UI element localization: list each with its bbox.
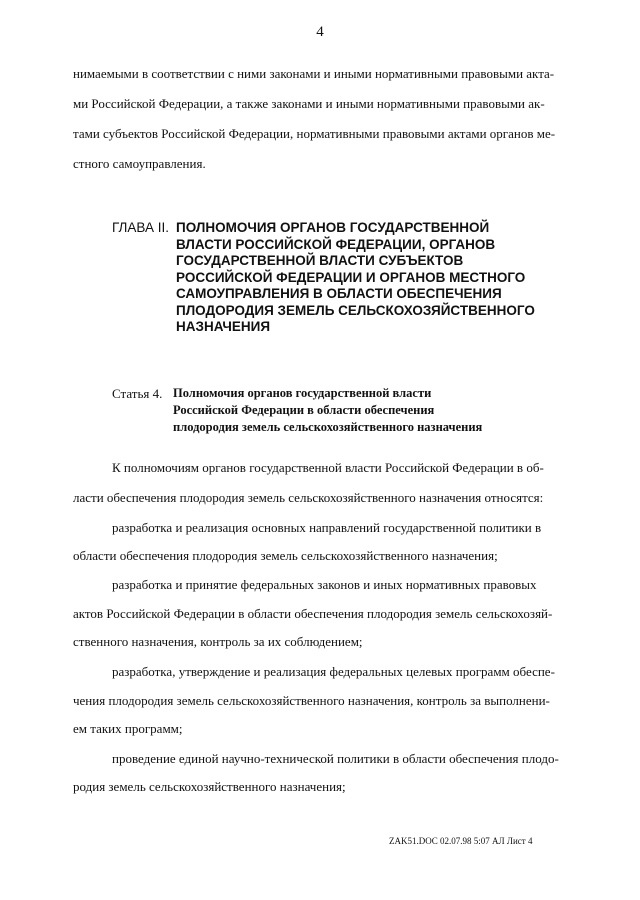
- chapter-title-line: ГОСУДАРСТВЕННОЙ ВЛАСТИ СУБЪЕКТОВ: [176, 253, 464, 268]
- intro-line: тами субъектов Российской Федерации, нормативными правовыми актами органов ме-: [73, 126, 556, 141]
- body-line: актов Российской Федерации в области обеспечения плодородия земель сельскохозяй-: [73, 606, 553, 621]
- article-label: Статья 4.: [112, 386, 163, 401]
- body-line: проведение единой научно-технической политики в области обеспечения плодо-: [112, 751, 559, 766]
- chapter-title-line: РОССИЙСКОЙ ФЕДЕРАЦИИ И ОРГАНОВ МЕСТНОГО: [176, 269, 526, 285]
- body-line: ственного назначения, контроль за их соблюдением;: [73, 634, 363, 649]
- chapter-title-line: ВЛАСТИ РОССИЙСКОЙ ФЕДЕРАЦИИ, ОРГАНОВ: [176, 236, 496, 252]
- intro-line: нимаемыми в соответствии с ними законами и иными нормативными правовыми акта-: [73, 66, 555, 81]
- document-footer: ZAK51.DOC 02.07.98 5:07 АЛ Лист 4: [389, 836, 533, 846]
- chapter-title: [176, 220, 576, 336]
- body-line: разработка, утверждение и реализация федеральных целевых программ обеспе-: [112, 664, 555, 679]
- page-number: 4: [316, 24, 324, 40]
- body-line: ем таких программ;: [73, 721, 183, 736]
- article-title: [173, 385, 482, 436]
- body-line: ласти обеспечения плодородия земель сельскохозяйственного назначения относятся:: [73, 490, 544, 505]
- chapter-label: ГЛАВА II.: [112, 220, 169, 235]
- body-line: области обеспечения плодородия земель сельскохозяйственного назначения;: [73, 548, 498, 563]
- chapter-title-line: САМОУПРАВЛЕНИЯ В ОБЛАСТИ ОБЕСПЕЧЕНИЯ: [176, 286, 502, 301]
- chapter-title-line: НАЗНАЧЕНИЯ: [176, 319, 271, 334]
- body-line: разработка и принятие федеральных законов и иных нормативных правовых: [112, 577, 537, 592]
- article-title-line: плодородия земель сельскохозяйственного назначения: [173, 420, 483, 434]
- chapter-title-line: ПОЛНОМОЧИЯ ОРГАНОВ ГОСУДАРСТВЕННОЙ: [176, 220, 490, 235]
- intro-line: ми Российской Федерации, а также законами и иными нормативными правовыми ак-: [73, 96, 545, 111]
- intro-line: стного самоуправления.: [73, 156, 206, 171]
- body-line: родия земель сельскохозяйственного назначения;: [73, 779, 346, 794]
- body-line: чения плодородия земель сельскохозяйственного назначения, контроль за выполнени-: [73, 693, 550, 708]
- article-title-line: Российской Федерации в области обеспечения: [173, 403, 435, 417]
- body-line: разработка и реализация основных направлений государственной политики в: [112, 520, 542, 535]
- chapter-title-line: ПЛОДОРОДИЯ ЗЕМЕЛЬ СЕЛЬСКОХОЗЯЙСТВЕННОГО: [176, 302, 535, 318]
- article-title-line: Полномочия органов государственной власти: [173, 386, 432, 400]
- body-line: К полномочиям органов государственной власти Российской Федерации в об-: [112, 460, 544, 475]
